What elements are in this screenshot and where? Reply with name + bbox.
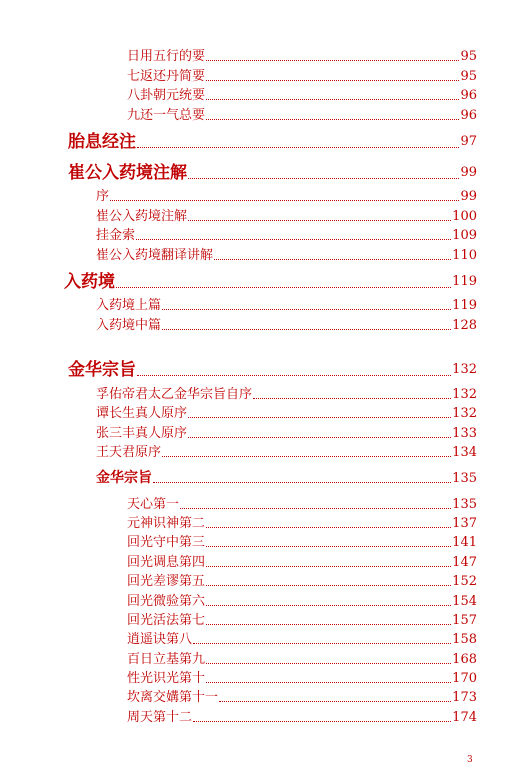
dot-leader xyxy=(206,80,459,81)
dot-leader xyxy=(206,663,451,664)
dot-leader xyxy=(206,624,451,625)
toc-entry-page: 137 xyxy=(452,516,477,531)
toc-entry[interactable] xyxy=(96,227,477,244)
toc-entry[interactable] xyxy=(96,386,477,403)
toc-entry-page: 158 xyxy=(452,632,477,647)
toc-entry-title: 张三丰真人原序 xyxy=(96,426,188,441)
toc-entry-page: 173 xyxy=(452,690,477,705)
toc-entry-title: 元神识神第二 xyxy=(127,516,206,531)
toc-heading-title: 金华宗旨 xyxy=(68,360,136,380)
toc-entry[interactable] xyxy=(127,612,477,629)
toc-subheading-title: 金华宗旨 xyxy=(96,470,152,486)
toc-entry-page: 110 xyxy=(452,248,477,263)
toc-entry-title: 崔公入药境翻译讲解 xyxy=(96,248,214,263)
toc-entry[interactable] xyxy=(127,709,477,726)
dot-leader xyxy=(136,239,451,240)
toc-heading[interactable] xyxy=(64,272,477,292)
dot-leader xyxy=(214,259,451,260)
dot-leader xyxy=(206,682,451,683)
toc-heading-page: 99 xyxy=(460,165,477,180)
toc-entry-title: 七返还丹简要 xyxy=(127,69,206,84)
dot-leader xyxy=(162,456,451,457)
toc-entry-page: 170 xyxy=(452,671,477,686)
dot-leader xyxy=(206,585,451,586)
dot-leader xyxy=(162,329,451,330)
toc-entry[interactable] xyxy=(96,317,477,334)
dot-leader xyxy=(206,119,459,120)
dot-leader xyxy=(162,309,451,310)
toc-entry-title: 挂金索 xyxy=(96,228,136,243)
dot-leader xyxy=(180,508,451,509)
dot-leader xyxy=(206,527,451,528)
toc-subheading[interactable] xyxy=(96,470,477,487)
toc-entry-page: 96 xyxy=(460,108,477,123)
toc-entry-title: 序 xyxy=(96,189,110,204)
toc-entry[interactable] xyxy=(96,444,477,461)
toc-entry-title: 九还一气总要 xyxy=(127,108,206,123)
toc-heading-title: 胎息经注 xyxy=(68,132,136,152)
dot-leader xyxy=(206,546,451,547)
toc-heading-title: 崔公入药境注解 xyxy=(68,163,187,183)
toc-entry-title: 周天第十二 xyxy=(127,710,193,725)
dot-leader xyxy=(193,643,451,644)
toc-entry-page: 157 xyxy=(452,613,477,628)
toc-heading-page: 119 xyxy=(452,274,477,289)
toc-entry[interactable] xyxy=(127,515,477,532)
toc-entry-page: 132 xyxy=(452,406,477,421)
dot-leader xyxy=(110,200,459,201)
toc-entry-page: 128 xyxy=(452,318,477,333)
toc-entry-title: 入药境上篇 xyxy=(96,298,162,313)
toc-entry-title: 入药境中篇 xyxy=(96,318,162,333)
dot-leader xyxy=(206,605,451,606)
toc-entry-page: 168 xyxy=(452,652,477,667)
toc-heading-title: 入药境 xyxy=(64,272,115,292)
toc-entry[interactable] xyxy=(127,496,477,513)
dot-leader xyxy=(193,721,451,722)
toc-entry-title: 谭长生真人原序 xyxy=(96,406,188,421)
toc-entry-page: 134 xyxy=(452,445,477,460)
dot-leader xyxy=(206,60,459,61)
toc-entry[interactable] xyxy=(127,651,477,668)
toc-entry-title: 崔公入药境注解 xyxy=(96,209,188,224)
toc-heading[interactable] xyxy=(68,360,477,380)
dot-leader xyxy=(253,398,451,399)
toc-entry[interactable] xyxy=(127,107,477,124)
toc-entry-page: 132 xyxy=(452,387,477,402)
toc-entry-page: 96 xyxy=(460,88,477,103)
toc-entry[interactable] xyxy=(127,48,477,65)
dot-leader xyxy=(206,566,451,567)
toc-entry[interactable] xyxy=(96,405,477,422)
toc-entry[interactable] xyxy=(127,631,477,648)
toc-heading[interactable] xyxy=(68,132,477,152)
dot-leader xyxy=(137,375,451,376)
toc-entry-page: 133 xyxy=(452,426,477,441)
toc-entry[interactable] xyxy=(96,188,477,205)
toc-entry-title: 百日立基第九 xyxy=(127,652,206,667)
toc-entry[interactable] xyxy=(127,670,477,687)
toc-entry-title: 回光守中第三 xyxy=(127,535,206,550)
toc-entry[interactable] xyxy=(127,68,477,85)
toc-entry[interactable] xyxy=(127,689,477,706)
toc-subheading-page: 135 xyxy=(452,471,477,486)
toc-entry[interactable] xyxy=(127,554,477,571)
toc-entry[interactable] xyxy=(96,247,477,264)
toc-heading-page: 97 xyxy=(460,134,477,149)
toc-heading[interactable] xyxy=(68,163,477,183)
toc-entry-title: 日用五行的要 xyxy=(127,49,206,64)
toc-entry-page: 95 xyxy=(460,49,477,64)
toc-entry-page: 109 xyxy=(452,228,477,243)
toc-entry-title: 八卦朝元统要 xyxy=(127,88,206,103)
toc-entry[interactable] xyxy=(96,208,477,225)
toc-entry-page: 174 xyxy=(452,710,477,725)
toc-entry-page: 119 xyxy=(452,298,477,313)
toc-entry-page: 152 xyxy=(452,574,477,589)
toc-entry-title: 王天君原序 xyxy=(96,445,162,460)
toc-entry[interactable] xyxy=(127,573,477,590)
toc-entry-title: 回光调息第四 xyxy=(127,555,206,570)
toc-entry-title: 孚佑帝君太乙金华宗旨自序 xyxy=(96,387,253,402)
dot-leader xyxy=(206,99,459,100)
toc-entry-page: 147 xyxy=(452,555,477,570)
dot-leader xyxy=(188,220,451,221)
dot-leader xyxy=(116,287,451,288)
dot-leader xyxy=(219,701,451,702)
dot-leader xyxy=(137,147,459,148)
toc-entry-page: 95 xyxy=(460,69,477,84)
toc-entry[interactable] xyxy=(127,534,477,551)
page-number: 3 xyxy=(467,755,473,765)
toc-entry-title: 性光识光第十 xyxy=(127,671,206,686)
toc-entry[interactable] xyxy=(127,593,477,610)
toc-heading-page: 132 xyxy=(452,362,477,377)
dot-leader xyxy=(188,437,451,438)
toc-entry-page: 135 xyxy=(452,497,477,512)
toc-entry-title: 坎离交媾第十一 xyxy=(127,690,219,705)
toc-entry-page: 99 xyxy=(460,189,477,204)
dot-leader xyxy=(188,417,451,418)
dot-leader xyxy=(188,178,459,179)
toc-entry-page: 100 xyxy=(452,209,477,224)
dot-leader xyxy=(153,482,451,483)
toc-entry-title: 天心第一 xyxy=(127,497,180,512)
toc-entry[interactable] xyxy=(96,425,477,442)
toc-entry-page: 141 xyxy=(452,535,477,550)
toc-entry[interactable] xyxy=(127,87,477,104)
toc-entry-title: 逍遥诀第八 xyxy=(127,632,193,647)
toc-entry-page: 154 xyxy=(452,594,477,609)
toc-entry-title: 回光活法第七 xyxy=(127,613,206,628)
toc-entry-title: 回光差谬第五 xyxy=(127,574,206,589)
toc-entry-title: 回光微验第六 xyxy=(127,594,206,609)
toc-entry[interactable] xyxy=(96,297,477,314)
